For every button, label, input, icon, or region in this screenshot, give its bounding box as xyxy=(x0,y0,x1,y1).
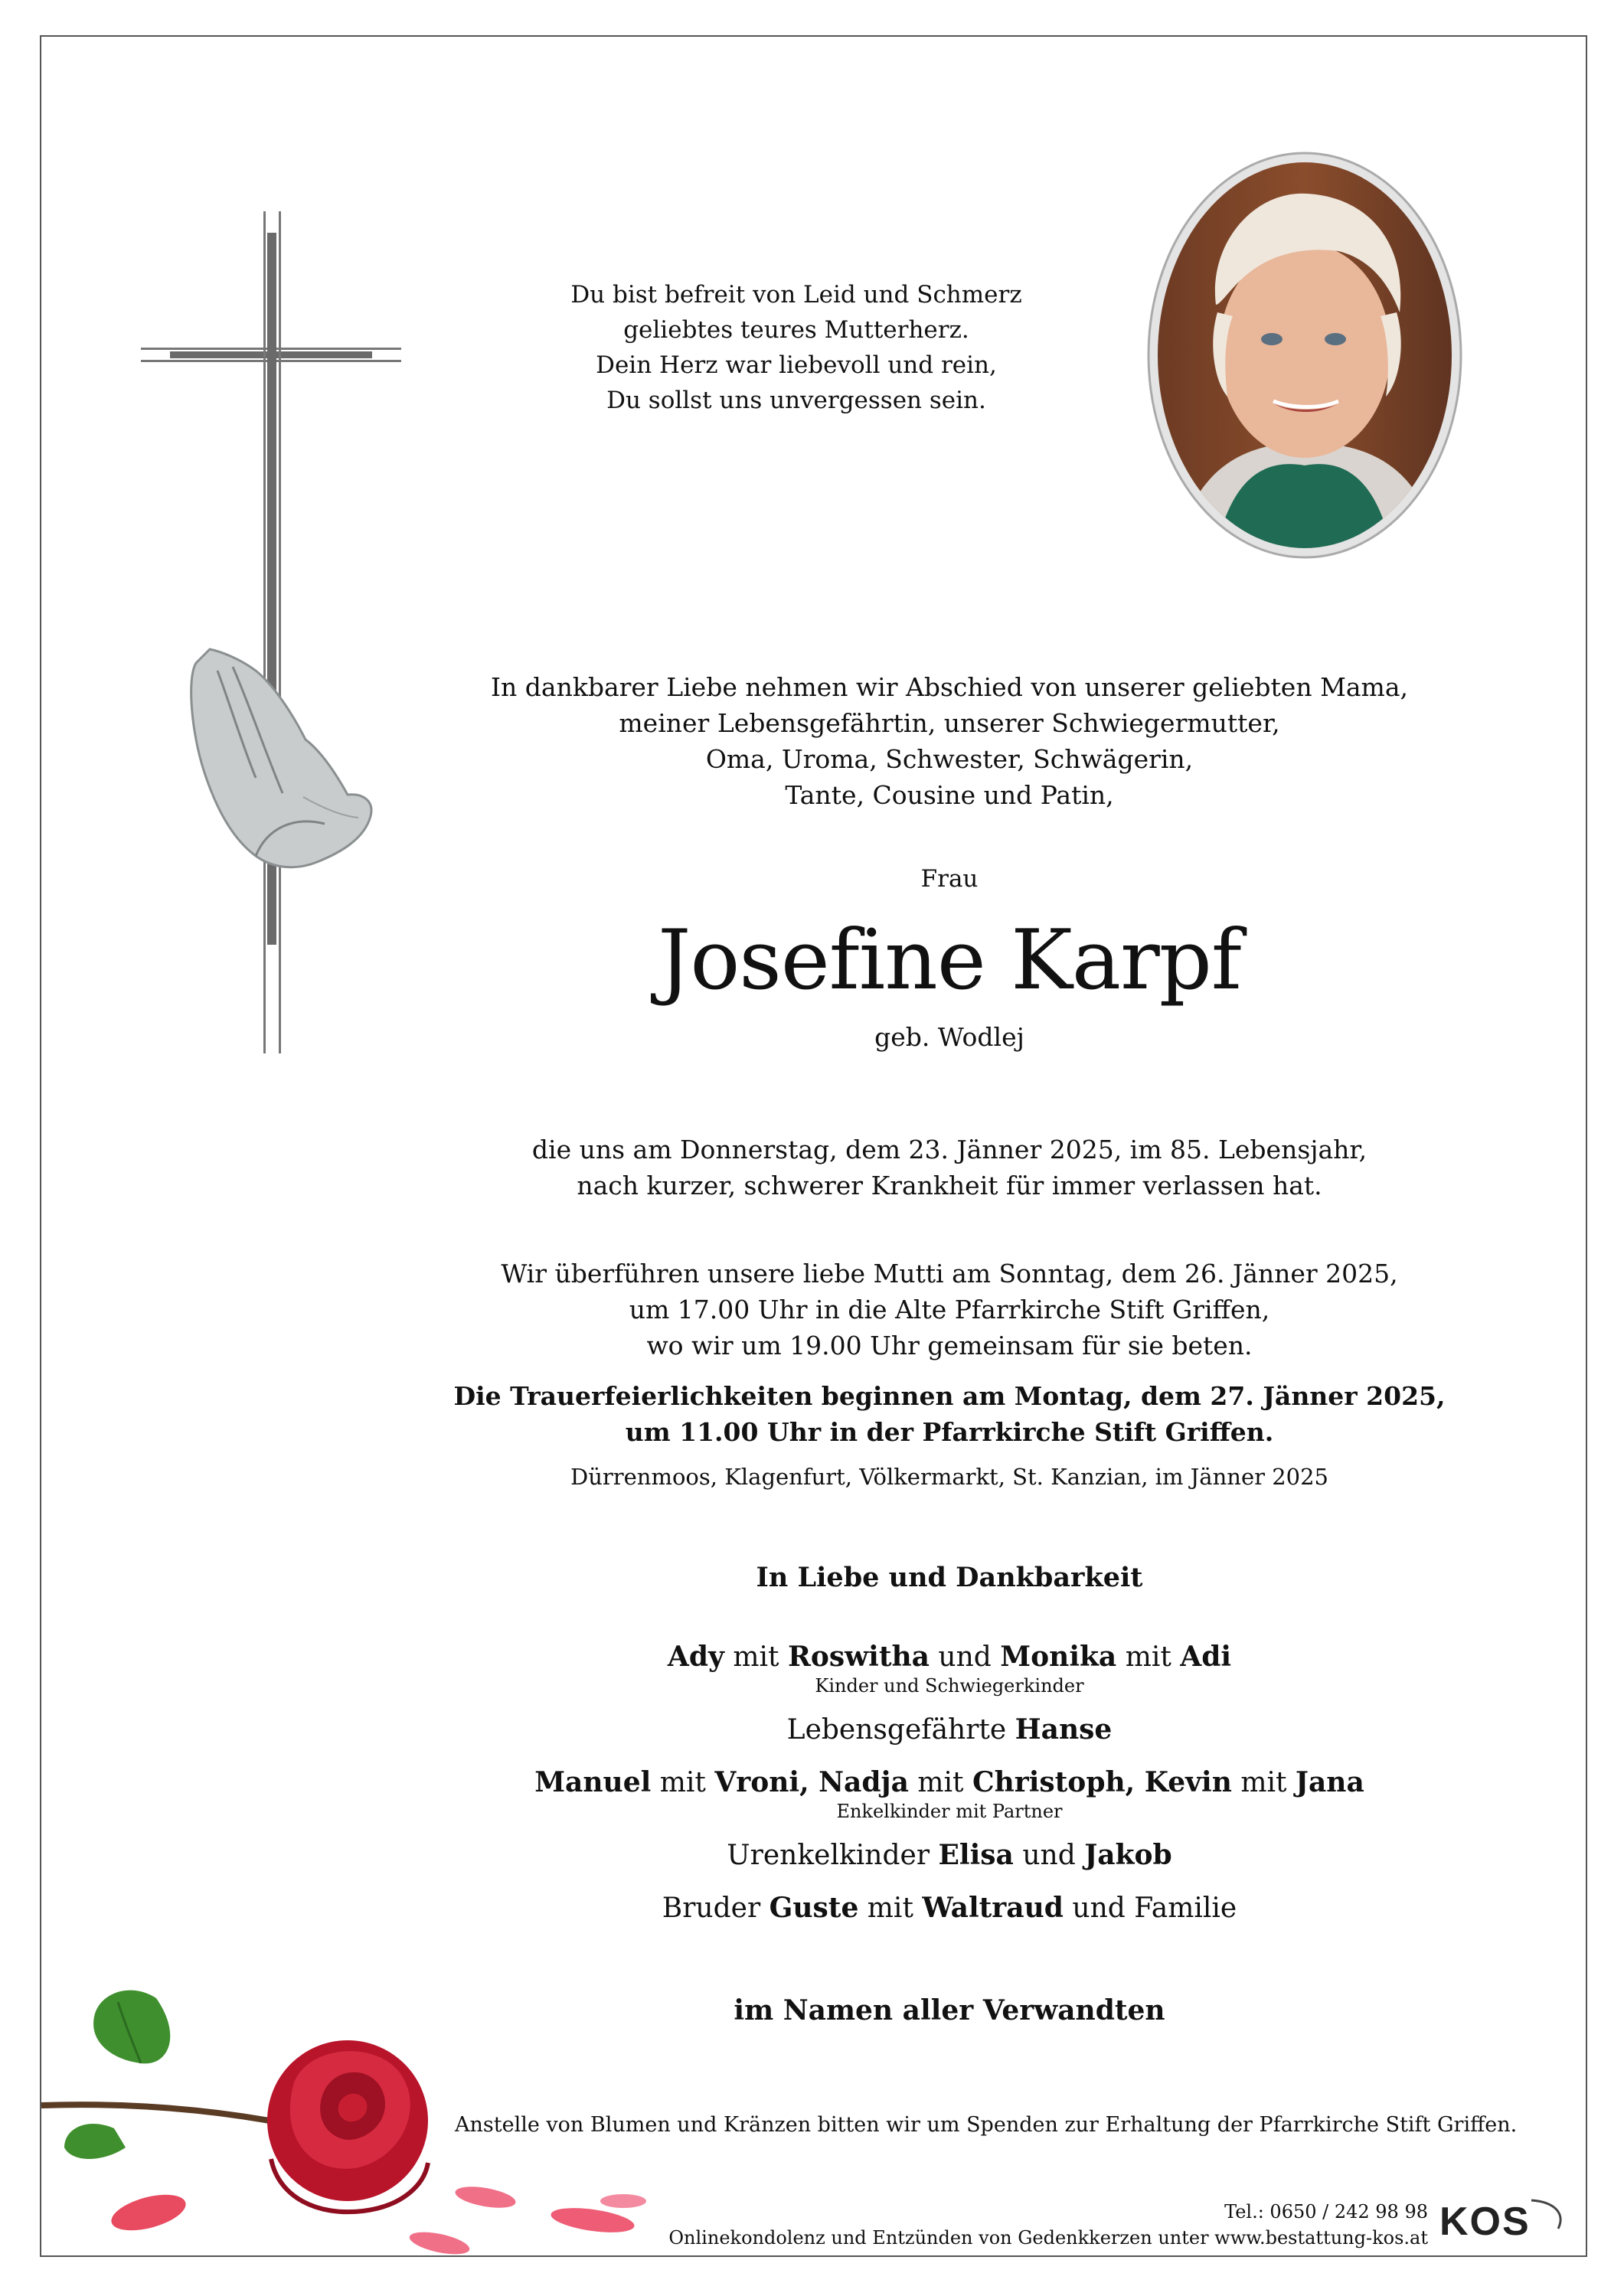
praying-hands-icon xyxy=(191,649,371,867)
cross-icon xyxy=(141,211,401,1053)
family-caption: Kinder und Schwiegerkinder xyxy=(815,1675,1084,1697)
death-line: nach kurzer, schwerer Krankheit für immer verlassen hat. xyxy=(577,1171,1322,1200)
family-line-grandchildren: Manuel mit Vroni, Nadja mit Christoph, Kevin mit Jana xyxy=(534,1766,1364,1798)
thanks-heading: In Liebe und Dankbarkeit xyxy=(756,1562,1143,1593)
family-line-partner: Lebensgefährte Hanse xyxy=(786,1713,1113,1746)
birth-name: geb. Wodlej xyxy=(874,1022,1024,1052)
transfer-line: Wir überführen unsere liebe Mutti am Sonntag, dem 26. Jänner 2025, xyxy=(501,1259,1398,1288)
deceased-name: Josefine Karpf xyxy=(658,913,1241,1008)
poem-line: Du bist befreit von Leid und Schmerz xyxy=(570,281,1022,309)
funeral-home-contact xyxy=(668,2199,1428,2251)
salutation: Frau xyxy=(920,865,979,893)
logo-text: KOS xyxy=(1439,2200,1531,2244)
family-line-great-grandchildren: Urenkelkinder Elisa und Jakob xyxy=(727,1839,1172,1871)
service-line: um 11.00 Uhr in der Pfarrkirche Stift Griffen. xyxy=(625,1417,1274,1447)
family-caption: Enkelkinder mit Partner xyxy=(836,1801,1063,1822)
poem-line: Dein Herz war liebevoll und rein, xyxy=(596,351,997,379)
transfer-line: um 17.00 Uhr in die Alte Pfarrkirche Stift Griffen, xyxy=(629,1295,1270,1324)
family-list xyxy=(429,1638,1470,1927)
funeral-service-notice xyxy=(429,1378,1470,1450)
poem-line: geliebtes teures Mutterherz. xyxy=(623,316,969,344)
family-line-children: Ady mit Roswitha und Monika mit Adi xyxy=(667,1641,1232,1673)
intro-line: In dankbarer Liebe nehmen wir Abschied von unserer geliebten Mama, xyxy=(491,672,1408,702)
death-line: die uns am Donnerstag, dem 23. Jänner 2025, im 85. Lebensjahr, xyxy=(531,1135,1367,1164)
transfer-notice xyxy=(429,1256,1470,1364)
memorial-poem xyxy=(459,277,1133,418)
family-line-brother: Bruder Guste mit Waltraud und Familie xyxy=(662,1892,1237,1924)
donation-request: Anstelle von Blumen und Kränzen bitten wir um Spenden zur Erhaltung der Pfarrkirche Stift Griffen. xyxy=(455,2113,1518,2137)
contact-website: Onlinekondolenz und Entzünden von Gedenkkerzen unter www.bestattung-kos.at xyxy=(668,2227,1428,2249)
contact-phone: Tel.: 0650 / 242 98 98 xyxy=(1224,2201,1428,2223)
intro-line: Tante, Cousine und Patin, xyxy=(785,780,1114,810)
intro-line: Oma, Uroma, Schwester, Schwägerin, xyxy=(705,744,1194,774)
death-notice xyxy=(429,1132,1470,1204)
farewell-intro xyxy=(360,669,1539,813)
intro-line: meiner Lebensgefährtin, unserer Schwiegermutter, xyxy=(619,708,1280,738)
service-line: Die Trauerfeierlichkeiten beginnen am Montag, dem 27. Jänner 2025, xyxy=(453,1381,1446,1411)
transfer-line: wo wir um 19.00 Uhr gemeinsam für sie beten. xyxy=(646,1331,1253,1360)
rose-icon xyxy=(41,1968,730,2255)
relatives-line: im Namen aller Verwandten xyxy=(734,1994,1165,2027)
kos-logo xyxy=(1439,2194,1577,2248)
place-date: Dürrenmoos, Klagenfurt, Völkermarkt, St. Kanzian, im Jänner 2025 xyxy=(570,1464,1328,1490)
portrait-photo xyxy=(1147,152,1462,559)
poem-line: Du sollst uns unvergessen sein. xyxy=(606,387,986,414)
